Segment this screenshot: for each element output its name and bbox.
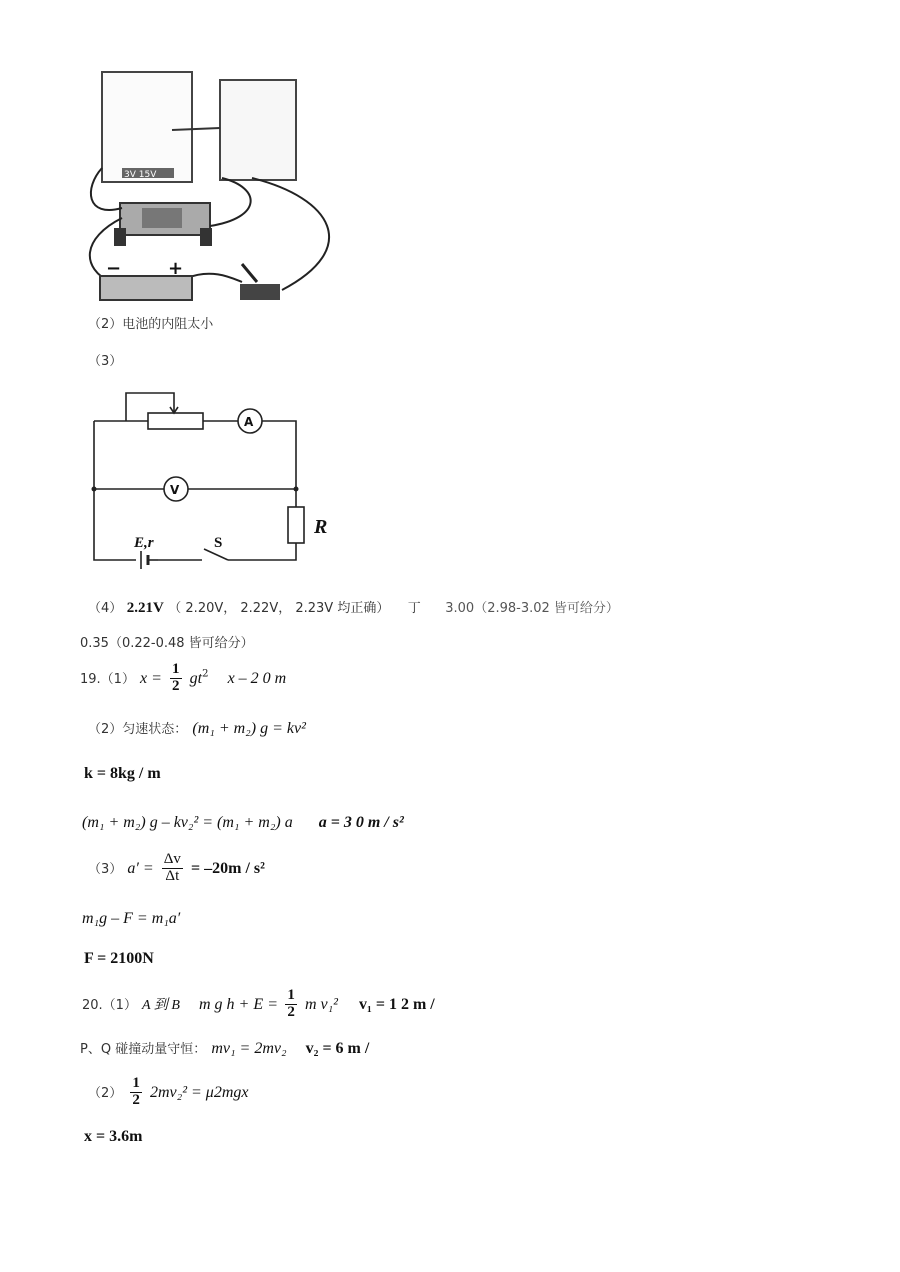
p19-eq1-lhs: x = [140, 669, 162, 687]
p19-p3-rhs: = –20m / s² [191, 859, 265, 877]
p20-v2: v₂ = 6 m / [305, 1040, 370, 1057]
half-fraction-3: $\frac{1}{2}$ [132, 1075, 140, 1108]
p20-energy: m g h + E [199, 995, 264, 1013]
p19-part3 [88, 852, 265, 885]
q4-paren: （ 2.20V， 2.22V， 2.23V 均正确） [168, 601, 390, 616]
plus-sign: + [168, 258, 184, 279]
switch-label: S [214, 535, 223, 551]
p19-eq1-rhs: gt [189, 669, 203, 687]
p19-k: k = 8kg / m [84, 765, 161, 782]
p19-p2-label: （2）匀速状态： [88, 722, 188, 737]
p19-part2 [88, 718, 306, 738]
meter-label: 3V 15V [124, 170, 157, 180]
p20-p2-label: （2） [88, 1085, 123, 1101]
p20-momentum: mv₁ = 2mv₂ [211, 1040, 287, 1057]
q3-label: （3） [88, 354, 123, 369]
p20-x-value: x = 3.6m [84, 1128, 143, 1145]
p19-p3-label: （3） [88, 861, 123, 877]
q4-line [88, 597, 619, 617]
p20-v1: v₁ = 1 2 m / [359, 995, 435, 1013]
q4-val2: 3.00（2.98-3.02 皆可给分） [445, 601, 619, 616]
p19-p2-eq: (m₁ + m₂) g = kv² [192, 720, 306, 737]
delta-fraction: $\frac{\Delta v}{\Delta t}$ [163, 851, 181, 884]
p20-pq: P、Q 碰撞动量守恒： [80, 1042, 207, 1057]
ammeter-symbol: A [244, 415, 254, 429]
apparatus-photo [82, 68, 382, 308]
q4-prefix: （4） [88, 601, 123, 616]
resistor-label: R [314, 516, 328, 538]
p20-ab: A 到 B [142, 997, 180, 1013]
p20-energy-rhs: m v₁² [304, 995, 338, 1013]
p19-eq1-result: x – 2 0 m [227, 669, 287, 687]
q2-answer: （2）电池的内阻太小 [88, 317, 214, 332]
q4-line2: 0.35（0.22-0.48 皆可给分） [80, 636, 254, 651]
p19-a-eq: a = 3 0 m / s² [318, 814, 404, 831]
p19-p3-lhs: a′ = [127, 859, 154, 877]
voltmeter-symbol: V [170, 483, 180, 497]
p20-part2 [88, 1076, 248, 1109]
minus-sign: − [106, 258, 122, 279]
p20-momentum-line [80, 1038, 369, 1058]
source-label: E,r [134, 535, 154, 551]
p19-force-value: F = 2100N [84, 950, 154, 967]
circuit-diagram [86, 385, 346, 575]
p20-part1: 20.（1） A 到 B m g h + E = $\frac{1}{2}$ m v₁² v₁ = 1 2 m / [82, 987, 435, 1020]
p20-label: 20.（1） [82, 997, 137, 1013]
half-fraction: $\frac{1}{2}$ [172, 661, 180, 694]
p19-dynamics [82, 814, 404, 832]
p20-p2-eq: 2mv₂² = μ2mgx [149, 1083, 249, 1101]
p19-dyn-eq: (m₁ + m₂) g – kv₂² = (m₁ + m₂) a [82, 814, 293, 831]
p19-force-eq: m₁g – F = m₁a′ [82, 910, 181, 927]
q4-ding: 丁 [407, 601, 421, 616]
half-fraction-2: $\frac{1}{2}$ [287, 987, 295, 1020]
p19-part1: 19.（1） x = $\frac{1}{2}$ $gt^2$ x – 2 0 m [80, 661, 287, 694]
p19-label: 19.（1） [80, 671, 135, 687]
q4-voltage: 2.21V [126, 600, 164, 616]
